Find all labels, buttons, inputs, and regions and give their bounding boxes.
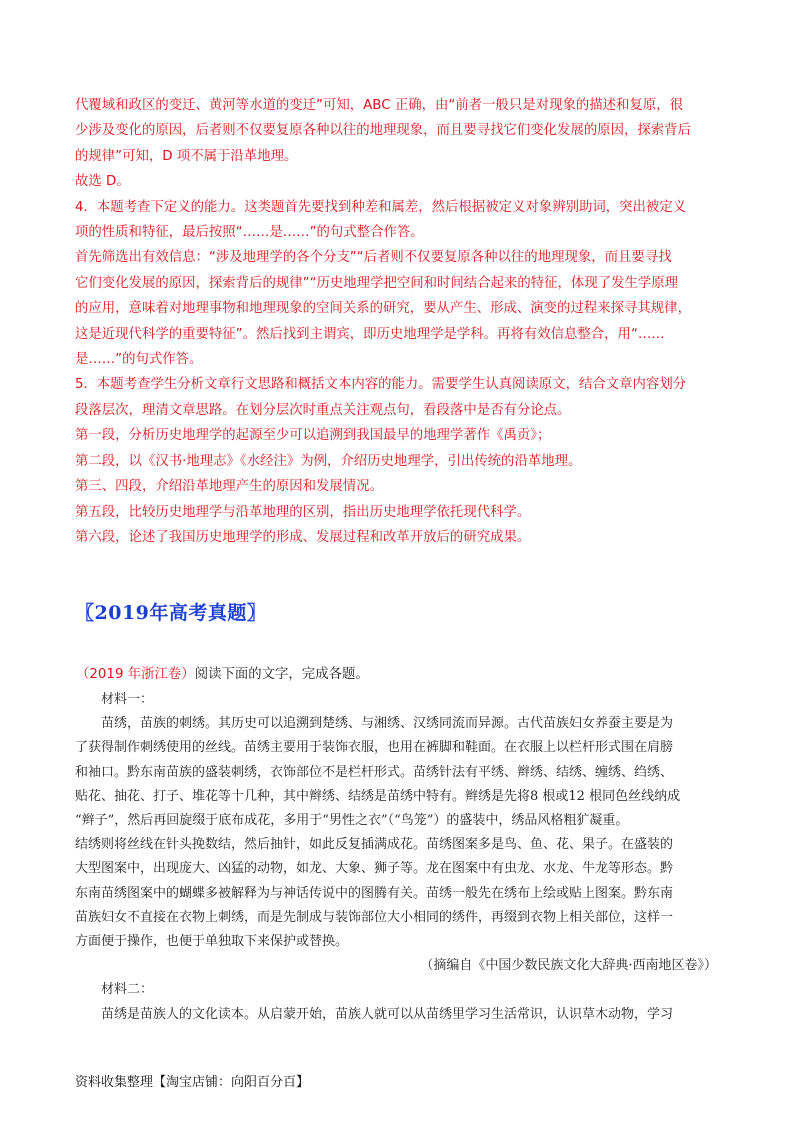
passage-line: 了获得制作刺绣使用的丝线。苗绣主要用于装饰衣服，也用在裤脚和鞋面。在衣服上以栏杆形式围在肩膀: [75, 740, 674, 756]
passage-line: “辫子”，然后再回旋缀于底布成花，多用于“男性之衣”（“鸟笼”）的盛装中，绣品风格粗犷凝重。: [75, 813, 629, 829]
passage-line: 大型图案中，出现庞大、凶猛的动物，如龙、大象、狮子等。龙在图案中有虫龙、水龙、牛龙等形态。黔: [75, 861, 674, 877]
exam-source: （2019 年浙江卷）: [76, 667, 195, 682]
answer-line: 项的性质和特征，最后按照“……是……”的句式整合作答。: [75, 225, 424, 241]
answer-line: 首先筛选出有效信息：“涉及地理学的各个分支”“后者则不仅要复原各种以往的地理现象，而且要寻找: [75, 250, 672, 266]
exam-prompt: 阅读下面的文字，完成各题。: [194, 667, 369, 682]
answer-line: 4．本题考查下定义的能力。这类题首先要找到种差和属差，然后根据被定义对象辨别助词，突出被定义: [75, 199, 687, 215]
answer-line: 5．本题考查学生分析文章行文思路和概括文本内容的能力。需要学生认真阅读原文，结合文章内容划分: [75, 377, 687, 393]
page-footer: 资料收集整理【淘宝店铺：向阳百分百】: [75, 1075, 310, 1090]
answer-line: 的规律”可知，D 项不属于沿革地理。: [75, 148, 298, 164]
answer-line: 段落层次，理清文章思路。在划分层次时重点关注观点句，看段落中是否有分论点。: [75, 402, 571, 418]
passage-line: 方面便于操作，也便于单独取下来保护或替换。: [75, 934, 349, 950]
answer-line: 代覆域和政区的变迁、黄河等水道的变迁”可知，ABC 正确，由“前者一般只是对现象的描述和复原，很: [75, 98, 683, 113]
material-label: 材料一：: [101, 692, 154, 707]
section-heading: 〖2019年高考真题〗: [75, 602, 267, 624]
reading-passage: [75, 688, 725, 1027]
answer-line: 第三、四段，介绍沿革地理产生的原因和发展情况。: [75, 479, 383, 495]
passage-line: 苗绣，苗族的刺绣。其历史可以追溯到楚绣、与湘绣、汉绣同流而异源。古代苗族妇女养蚕主要是为: [101, 716, 674, 732]
passage-line: 和袖口。黔东南苗族的盛装刺绣，衣饰部位不是栏杆形式。苗绣针法有平绣、辫绣、结绣、缠绣、绉绣、: [75, 764, 674, 780]
answer-line: 第五段，比较历史地理学与沿革地理的区别，指出历史地理学依托现代科学。: [75, 504, 531, 520]
passage-line: 结绣则将丝线在针头挽数结，然后抽针，如此反复插满成花。苗绣图案多是鸟、鱼、花、果子。在盛装的: [75, 837, 674, 853]
answer-line: 它们变化发展的原因，探索背后的规律”“历史地理学把空间和时间结合起来的特征，体现了发生学原理: [75, 275, 679, 291]
answer-line: 是……”的句式作答。: [75, 352, 203, 368]
answer-analysis: [75, 93, 725, 550]
passage-line: 苗族妇女不直接在衣物上刺绣，而是先制成与装饰部位大小相同的绣件，再缀到衣物上相关部位，这样一: [75, 909, 674, 925]
exam-intro: [76, 663, 369, 682]
passage-line: 贴花、抽花、打子、堆花等十几种，其中辫绣、结绣是苗绣中特有。辫绣是先将8 根或12 根同色丝线纳成: [75, 788, 681, 804]
answer-line: 第二段，以《汉书·地理志》《水经注》为例，介绍历史地理学，引出传统的沿革地理。: [75, 453, 582, 469]
material-label: 材料二：: [101, 982, 154, 998]
material-citation: （摘编自《中国少数民族文化大辞典·西南地区卷》）: [420, 958, 717, 974]
answer-line: 第一段，分析历史地理学的起源至少可以追溯到我国最早的地理学著作《禹贡》；: [75, 428, 551, 444]
answer-line: 故选 D。: [75, 174, 130, 190]
passage-line: 苗绣是苗族人的文化读本。从启蒙开始，苗族人就可以从苗绣里学习生活常识，认识草木动物，学习: [101, 1006, 674, 1022]
answer-line: 少涉及变化的原因，后者则不仅要复原各种以往的地理现象，而且要寻找它们变化发展的原因，探索背后: [75, 123, 691, 139]
answer-line: 的应用，意味着对地理事物和地理现象的空间关系的研究，要从产生、形成、演变的过程来探寻其规律，: [75, 301, 691, 317]
passage-line: 东南苗绣图案中的蝴蝶多被解释为与神话传说中的图腾有关。苗绣一般先在绣布上绘或贴上图案。黔东南: [75, 885, 674, 901]
answer-line: 第六段，论述了我国历史地理学的形成、发展过程和改革开放后的研究成果。: [75, 529, 531, 545]
answer-line: 这是近现代科学的重要特征”。然后找到主谓宾，即历史地理学是学科。再将有效信息整合，用“……: [75, 326, 665, 342]
